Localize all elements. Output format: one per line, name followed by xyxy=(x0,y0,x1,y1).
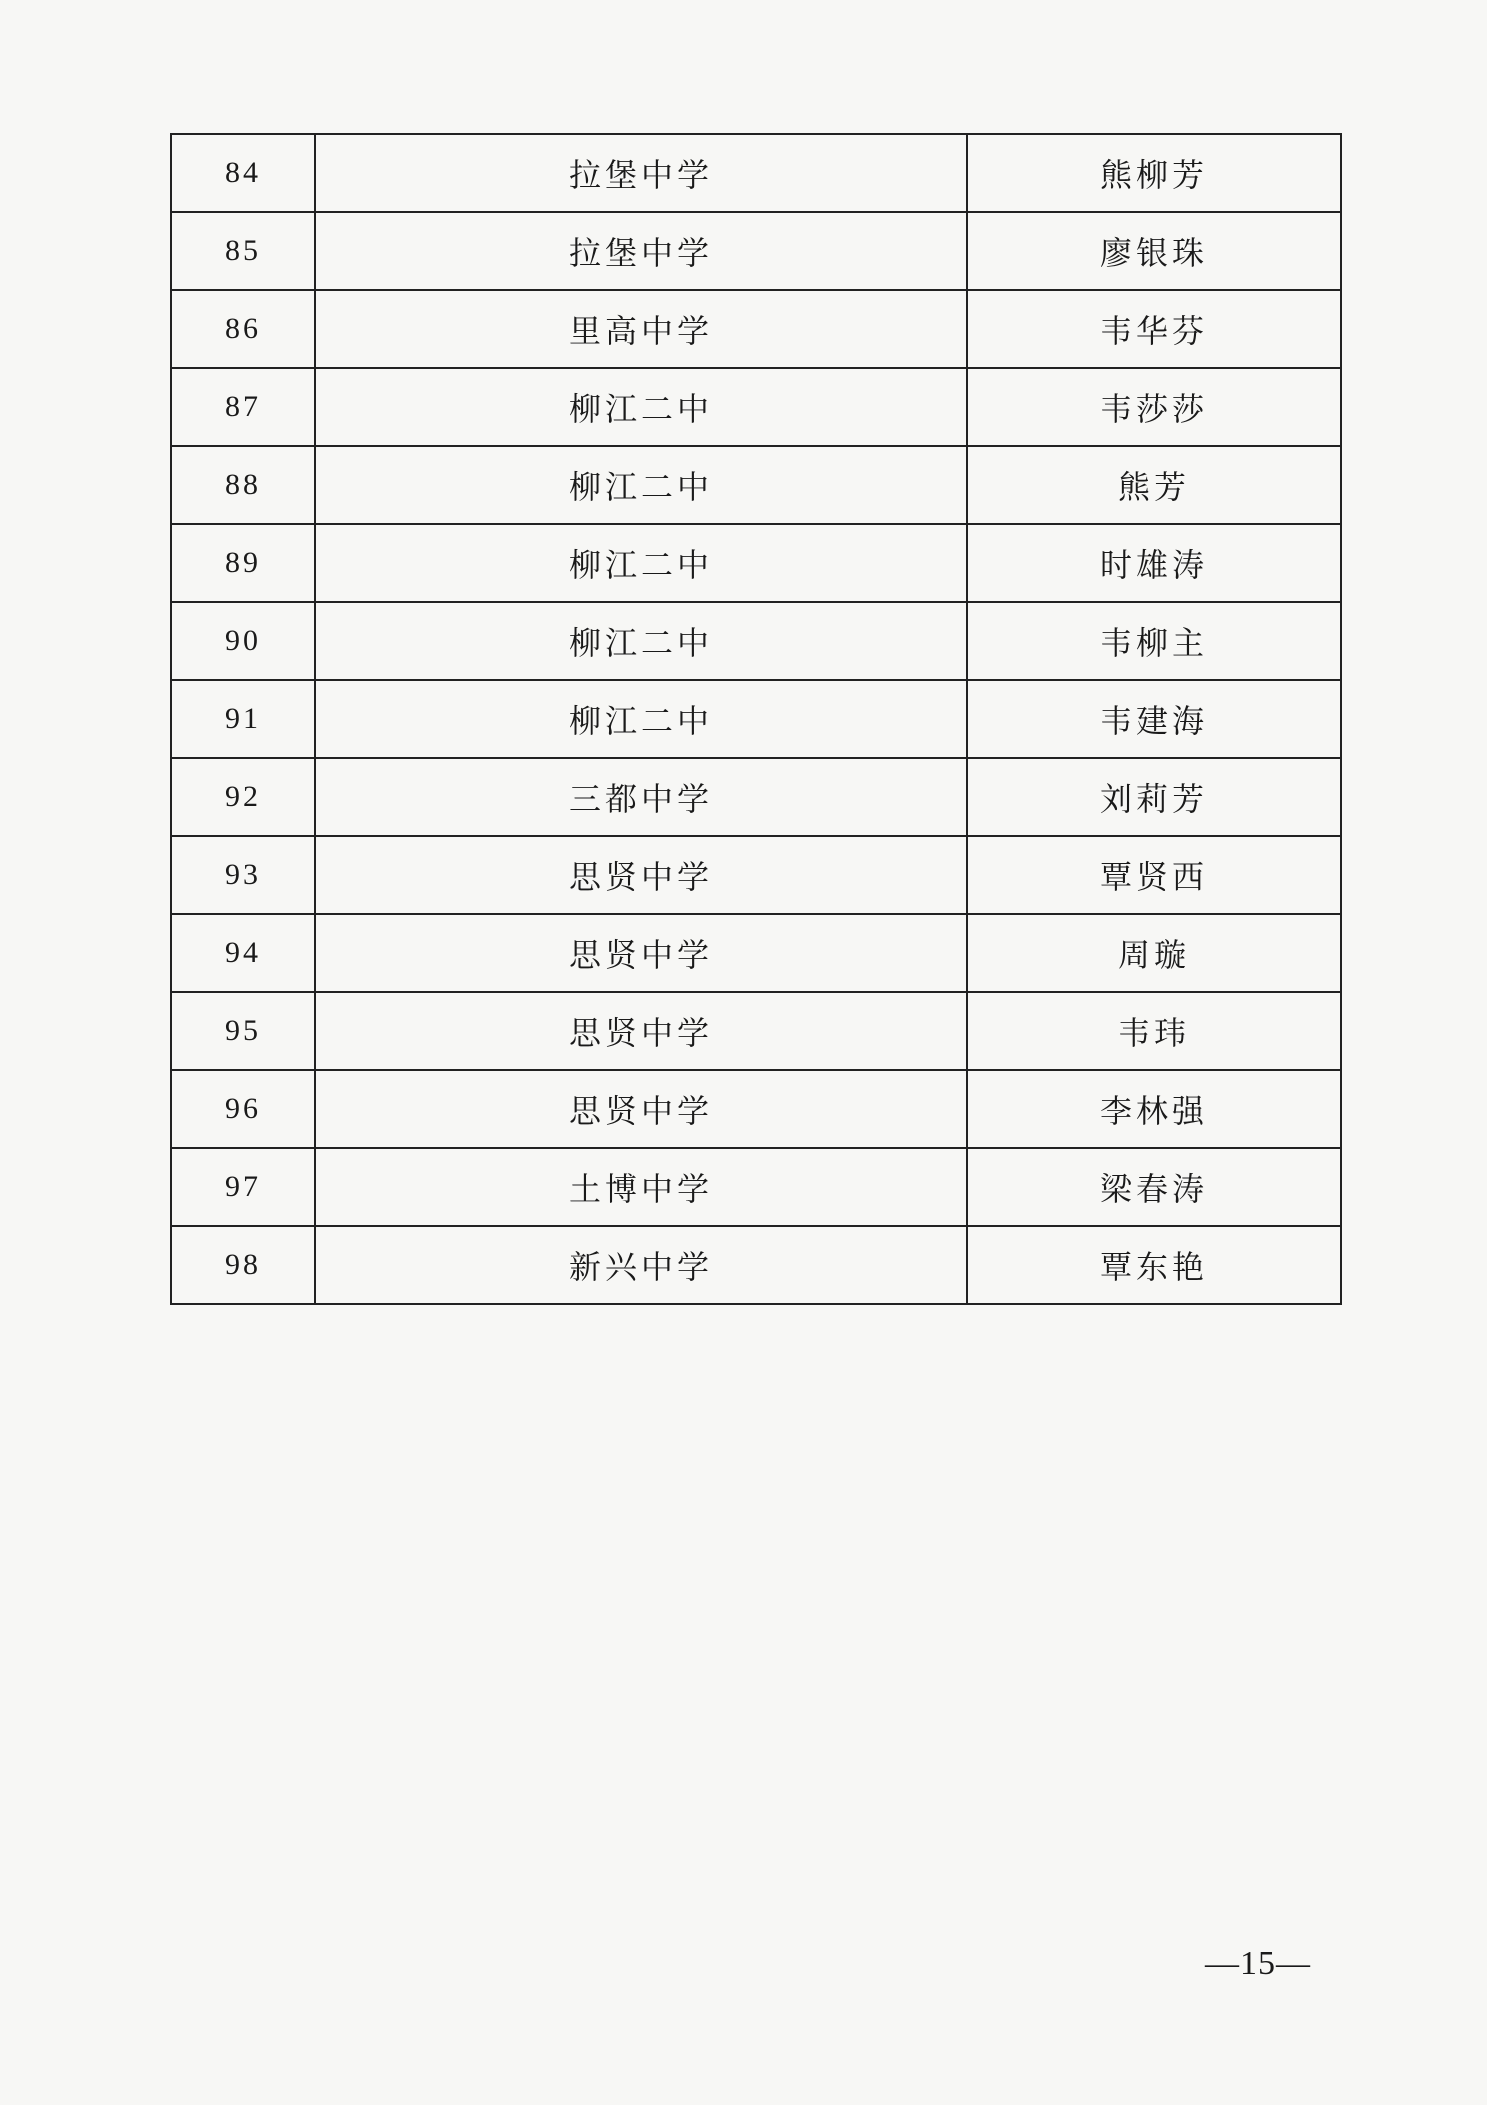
name-cell: 熊芳 xyxy=(967,446,1341,524)
row-number-cell: 93 xyxy=(171,836,315,914)
name-cell: 覃东艳 xyxy=(967,1226,1341,1304)
name-cell: 时雄涛 xyxy=(967,524,1341,602)
row-number-cell: 95 xyxy=(171,992,315,1070)
school-cell: 里高中学 xyxy=(315,290,967,368)
table-row xyxy=(171,134,1341,212)
roster-table-body xyxy=(171,134,1341,1304)
school-cell: 拉堡中学 xyxy=(315,134,967,212)
name-cell: 熊柳芳 xyxy=(967,134,1341,212)
row-number-cell: 92 xyxy=(171,758,315,836)
school-cell: 柳江二中 xyxy=(315,446,967,524)
row-number-cell: 90 xyxy=(171,602,315,680)
roster-table xyxy=(170,133,1342,1305)
page-number: —15— xyxy=(1205,1945,1311,1982)
name-cell: 韦玮 xyxy=(967,992,1341,1070)
table-row xyxy=(171,368,1341,446)
row-number-cell: 96 xyxy=(171,1070,315,1148)
name-cell: 廖银珠 xyxy=(967,212,1341,290)
school-cell: 土博中学 xyxy=(315,1148,967,1226)
table-row xyxy=(171,758,1341,836)
school-cell: 柳江二中 xyxy=(315,368,967,446)
row-number-cell: 98 xyxy=(171,1226,315,1304)
name-cell: 韦柳主 xyxy=(967,602,1341,680)
table-row xyxy=(171,680,1341,758)
name-cell: 周璇 xyxy=(967,914,1341,992)
school-cell: 思贤中学 xyxy=(315,992,967,1070)
school-cell: 新兴中学 xyxy=(315,1226,967,1304)
name-cell: 韦华芬 xyxy=(967,290,1341,368)
table-row xyxy=(171,992,1341,1070)
table-row xyxy=(171,1226,1341,1304)
row-number-cell: 85 xyxy=(171,212,315,290)
table-row xyxy=(171,602,1341,680)
school-cell: 柳江二中 xyxy=(315,602,967,680)
table-row xyxy=(171,446,1341,524)
school-cell: 三都中学 xyxy=(315,758,967,836)
school-cell: 思贤中学 xyxy=(315,914,967,992)
table-row xyxy=(171,290,1341,368)
school-cell: 思贤中学 xyxy=(315,836,967,914)
school-cell: 柳江二中 xyxy=(315,680,967,758)
school-cell: 思贤中学 xyxy=(315,1070,967,1148)
row-number-cell: 91 xyxy=(171,680,315,758)
row-number-cell: 89 xyxy=(171,524,315,602)
name-cell: 韦建海 xyxy=(967,680,1341,758)
table-row xyxy=(171,914,1341,992)
name-cell: 覃贤西 xyxy=(967,836,1341,914)
table-row xyxy=(171,836,1341,914)
row-number-cell: 97 xyxy=(171,1148,315,1226)
row-number-cell: 87 xyxy=(171,368,315,446)
row-number-cell: 88 xyxy=(171,446,315,524)
row-number-cell: 84 xyxy=(171,134,315,212)
school-cell: 拉堡中学 xyxy=(315,212,967,290)
table-row xyxy=(171,524,1341,602)
name-cell: 刘莉芳 xyxy=(967,758,1341,836)
name-cell: 韦莎莎 xyxy=(967,368,1341,446)
school-cell: 柳江二中 xyxy=(315,524,967,602)
name-cell: 梁春涛 xyxy=(967,1148,1341,1226)
table-row xyxy=(171,1148,1341,1226)
name-cell: 李林强 xyxy=(967,1070,1341,1148)
table-row xyxy=(171,212,1341,290)
row-number-cell: 86 xyxy=(171,290,315,368)
row-number-cell: 94 xyxy=(171,914,315,992)
table-row xyxy=(171,1070,1341,1148)
